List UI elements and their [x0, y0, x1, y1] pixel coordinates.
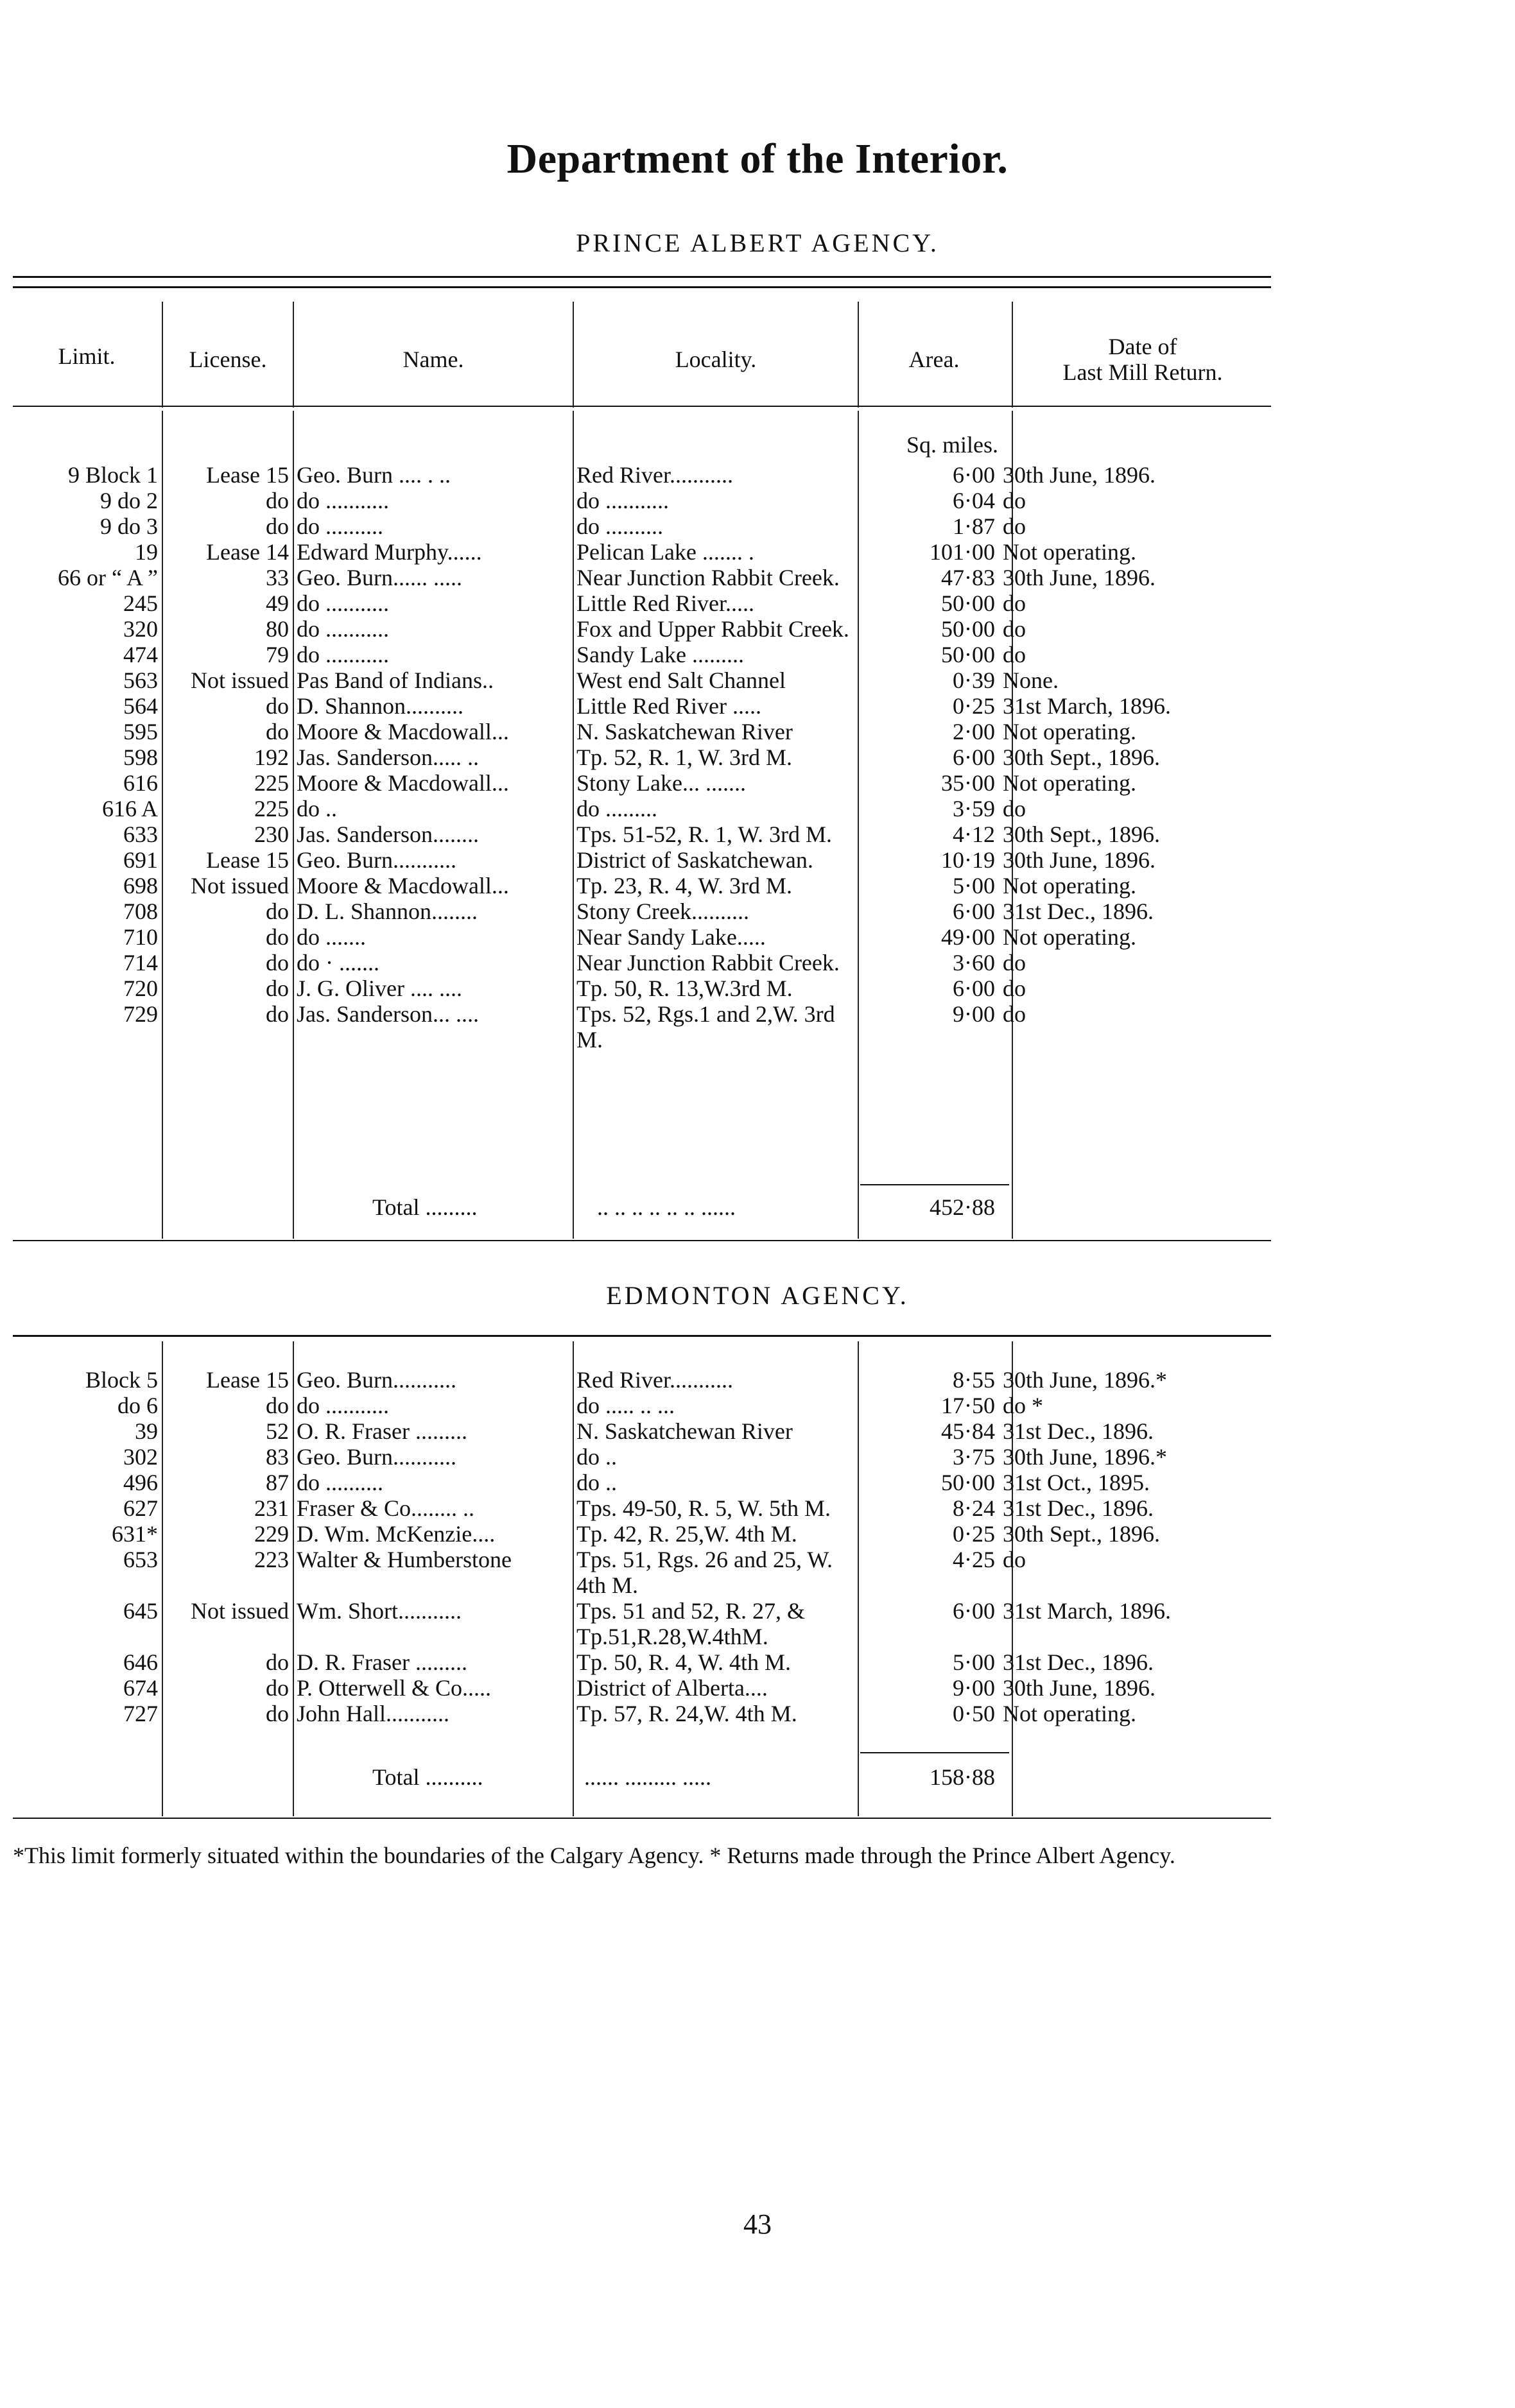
- cell-area: 6·00: [953, 462, 995, 488]
- column-header-locality: Locality.: [675, 347, 757, 372]
- cell-area: 10·19: [941, 847, 995, 873]
- cell-limit: 563: [123, 667, 158, 693]
- table-row: [13, 1418, 1271, 1444]
- cell-limit: 645: [123, 1598, 158, 1624]
- cell-license: do: [266, 693, 289, 719]
- cell-locality: Tp. 57, R. 24,W. 4th M.: [576, 1701, 797, 1726]
- cell-limit: 616: [123, 770, 158, 796]
- section-end-rule-prince-albert: [13, 1240, 1271, 1241]
- cell-name: Jas. Sanderson..... ..: [297, 744, 479, 770]
- cell-locality: District of Saskatchewan.: [576, 847, 813, 873]
- section-end-rule-edmonton: [13, 1818, 1271, 1819]
- cell-area: 3·60: [953, 950, 995, 976]
- cell-limit: 302: [123, 1444, 158, 1470]
- cell-name: Geo. Burn...........: [297, 847, 456, 873]
- table-row: [13, 1393, 1271, 1418]
- cell-locality: do ...........: [576, 488, 669, 513]
- cell-locality: Stony Lake... .......: [576, 770, 746, 796]
- cell-license: 79: [266, 642, 289, 667]
- cell-license: 52: [266, 1418, 289, 1444]
- cell-name: Geo. Burn...........: [297, 1367, 456, 1393]
- prince-albert-table-body: [13, 462, 1271, 1053]
- cell-locality: Tp. 50, R. 4, W. 4th M.: [576, 1649, 792, 1675]
- table-row: [13, 693, 1271, 719]
- cell-locality: Little Red River.....: [576, 590, 754, 616]
- column-header-date: [1014, 334, 1271, 385]
- cell-license: do: [266, 513, 289, 539]
- cell-locality: Fox and Upper Rabbit Creek.: [576, 616, 849, 642]
- edmonton-table-body: [13, 1367, 1271, 1726]
- cell-locality: Stony Creek..........: [576, 899, 749, 924]
- cell-locality: Near Sandy Lake.....: [576, 924, 766, 950]
- cell-limit: 646: [123, 1649, 158, 1675]
- total-dots-edmonton: ...... ......... .....: [584, 1764, 711, 1790]
- cell-license: do: [266, 976, 289, 1001]
- cell-name: Moore & Macdowall...: [297, 770, 509, 796]
- cell-limit: 39: [135, 1418, 158, 1444]
- table-row: [13, 539, 1271, 565]
- cell-date: None.: [1003, 667, 1059, 693]
- cell-area: 0·50: [953, 1701, 995, 1726]
- cell-license: 229: [254, 1521, 289, 1547]
- table-row: [13, 1701, 1271, 1726]
- cell-date: do *: [1003, 1393, 1043, 1418]
- cell-date: 30th June, 1896.: [1003, 847, 1156, 873]
- table-row: [13, 1521, 1271, 1547]
- cell-name: do ...........: [297, 642, 389, 667]
- cell-name: D. Wm. McKenzie....: [297, 1521, 496, 1547]
- cell-locality: Little Red River .....: [576, 693, 761, 719]
- cell-name: Geo. Burn...........: [297, 1444, 456, 1470]
- cell-name: Jas. Sanderson... ....: [297, 1001, 479, 1027]
- cell-locality: District of Alberta....: [576, 1675, 768, 1701]
- cell-area: 5·00: [953, 873, 995, 899]
- cell-license: do: [266, 1649, 289, 1675]
- cell-name: do ..: [297, 796, 337, 821]
- cell-date: do: [1003, 976, 1026, 1001]
- cell-area: 9·00: [953, 1675, 995, 1701]
- cell-area: 8·24: [953, 1495, 995, 1521]
- cell-date: 30th June, 1896.: [1003, 565, 1156, 590]
- cell-license: do: [266, 924, 289, 950]
- cell-license: 83: [266, 1444, 289, 1470]
- cell-license: 231: [254, 1495, 289, 1521]
- cell-area: 1·87: [953, 513, 995, 539]
- cell-area: 0·25: [953, 1521, 995, 1547]
- cell-name: John Hall...........: [297, 1701, 449, 1726]
- cell-name: J. G. Oliver .... ....: [297, 976, 462, 1001]
- cell-name: D. L. Shannon........: [297, 899, 478, 924]
- cell-date: 31st March, 1896.: [1003, 693, 1171, 719]
- page-number: 43: [743, 2208, 772, 2240]
- cell-locality: Tp. 52, R. 1, W. 3rd M.: [576, 744, 793, 770]
- table-row: [13, 1547, 1271, 1598]
- cell-limit: 631*: [112, 1521, 158, 1547]
- cell-license: 80: [266, 616, 289, 642]
- cell-name: D. R. Fraser .........: [297, 1649, 467, 1675]
- cell-area: 0·25: [953, 693, 995, 719]
- cell-locality: Near Junction Rabbit Creek.: [576, 950, 840, 976]
- cell-license: do: [266, 950, 289, 976]
- table-row: [13, 642, 1271, 667]
- header-rule-top: [13, 276, 1271, 278]
- cell-name: Geo. Burn .... . ..: [297, 462, 451, 488]
- cell-limit: 9 Block 1: [68, 462, 158, 488]
- cell-date: 30th June, 1896.: [1003, 462, 1156, 488]
- cell-area: 50·00: [941, 616, 995, 642]
- cell-date: 30th June, 1896.*: [1003, 1444, 1167, 1470]
- agency-heading-edmonton: EDMONTON AGENCY.: [606, 1281, 909, 1310]
- cell-locality: N. Saskatchewan River: [576, 1418, 793, 1444]
- cell-limit: 320: [123, 616, 158, 642]
- cell-license: do: [266, 488, 289, 513]
- cell-locality: Tps. 51 and 52, R. 27, & Tp.51,R.28,W.4thM.: [576, 1598, 805, 1649]
- table-row: [13, 1495, 1271, 1521]
- cell-locality: Tps. 52, Rgs.1 and 2,W. 3rd M.: [576, 1001, 835, 1053]
- cell-name: Walter & Humberstone: [297, 1547, 512, 1572]
- cell-date: 30th Sept., 1896.: [1003, 821, 1161, 847]
- cell-locality: Red River...........: [576, 462, 733, 488]
- table-row: [13, 565, 1271, 590]
- header-separator: [858, 302, 859, 408]
- column-header-license: License.: [189, 347, 267, 372]
- cell-locality: Red River...........: [576, 1367, 733, 1393]
- table-row: [13, 1367, 1271, 1393]
- cell-limit: 633: [123, 821, 158, 847]
- cell-date: do: [1003, 590, 1026, 616]
- table-row: [13, 667, 1271, 693]
- cell-limit: 9 do 2: [100, 488, 158, 513]
- cell-name: do · .......: [297, 950, 379, 976]
- edmonton-rule-top: [13, 1335, 1271, 1337]
- cell-name: Pas Band of Indians..: [297, 667, 494, 693]
- cell-area: 35·00: [941, 770, 995, 796]
- header-separator: [293, 302, 294, 408]
- cell-date: Not operating.: [1003, 873, 1136, 899]
- cell-license: do: [266, 1701, 289, 1726]
- table-row: [13, 1444, 1271, 1470]
- total-dots-prince-albert: .. .. .. .. .. .. ......: [597, 1194, 736, 1220]
- table-row: [13, 1598, 1271, 1649]
- cell-license: do: [266, 899, 289, 924]
- cell-license: Not issued: [191, 873, 289, 899]
- cell-area: 50·00: [941, 1470, 995, 1495]
- header-separator: [1012, 302, 1013, 408]
- total-rule-prince-albert: [860, 1184, 1009, 1185]
- cell-area: 4·12: [953, 821, 995, 847]
- cell-name: do ...........: [297, 616, 389, 642]
- cell-locality: do ..... .. ...: [576, 1393, 675, 1418]
- column-header-name: Name.: [403, 347, 464, 372]
- cell-license: 225: [254, 770, 289, 796]
- cell-license: 33: [266, 565, 289, 590]
- cell-limit: 691: [123, 847, 158, 873]
- cell-date: 31st Dec., 1896.: [1003, 899, 1154, 924]
- table-row: [13, 873, 1271, 899]
- column-header-area: Area.: [908, 347, 960, 372]
- cell-license: Not issued: [191, 1598, 289, 1624]
- area-unit-label: Sq. miles.: [906, 432, 998, 458]
- cell-date: Not operating.: [1003, 539, 1136, 565]
- cell-limit: 674: [123, 1675, 158, 1701]
- table-row: [13, 462, 1271, 488]
- cell-locality: Tps. 49-50, R. 5, W. 5th M.: [576, 1495, 831, 1521]
- cell-date: do: [1003, 1001, 1026, 1027]
- cell-license: 192: [254, 744, 289, 770]
- cell-limit: 496: [123, 1470, 158, 1495]
- cell-area: 3·75: [953, 1444, 995, 1470]
- cell-area: 5·00: [953, 1649, 995, 1675]
- cell-limit: 595: [123, 719, 158, 744]
- table-row: [13, 744, 1271, 770]
- cell-date: 31st Dec., 1896.: [1003, 1495, 1154, 1521]
- cell-limit: 66 or “ A ”: [58, 565, 158, 590]
- cell-name: Moore & Macdowall...: [297, 873, 509, 899]
- cell-date: Not operating.: [1003, 924, 1136, 950]
- cell-area: 101·00: [930, 539, 995, 565]
- cell-locality: Tps. 51, Rgs. 26 and 25, W. 4th M.: [576, 1547, 833, 1598]
- column-header-date-line2: Last Mill Return.: [1062, 359, 1223, 385]
- total-area-edmonton: 158·88: [930, 1764, 995, 1790]
- cell-limit: 710: [123, 924, 158, 950]
- cell-area: 50·00: [941, 642, 995, 667]
- cell-date: Not operating.: [1003, 719, 1136, 744]
- table-row: [13, 1649, 1271, 1675]
- cell-date: do: [1003, 488, 1026, 513]
- cell-license: do: [266, 1675, 289, 1701]
- cell-locality: Sandy Lake .........: [576, 642, 744, 667]
- table-row: [13, 1001, 1271, 1053]
- cell-limit: 727: [123, 1701, 158, 1726]
- total-label-prince-albert: Total .........: [372, 1194, 478, 1220]
- column-header-date-line1: Date of: [1108, 334, 1177, 359]
- table-row: [13, 590, 1271, 616]
- header-separator: [573, 302, 574, 408]
- cell-date: do: [1003, 1547, 1026, 1572]
- cell-license: Lease 15: [206, 847, 289, 873]
- cell-locality: do ..: [576, 1470, 617, 1495]
- cell-limit: do 6: [117, 1393, 158, 1418]
- cell-limit: 698: [123, 873, 158, 899]
- cell-date: do: [1003, 642, 1026, 667]
- cell-limit: 598: [123, 744, 158, 770]
- edmonton-table: [13, 1367, 1271, 1726]
- cell-limit: 720: [123, 976, 158, 1001]
- cell-limit: 9 do 3: [100, 513, 158, 539]
- footnote: *This limit formerly situated within the boundaries of the Calgary Agency. * Returns made through the Prince Albert Agency.: [13, 1843, 1175, 1868]
- cell-date: 30th Sept., 1896.: [1003, 1521, 1161, 1547]
- cell-area: 45·84: [941, 1418, 995, 1444]
- cell-locality: Near Junction Rabbit Creek.: [576, 565, 840, 590]
- cell-limit: 616 A: [101, 796, 158, 821]
- cell-area: 3·59: [953, 796, 995, 821]
- cell-license: 223: [254, 1547, 289, 1572]
- cell-limit: 564: [123, 693, 158, 719]
- table-row: [13, 924, 1271, 950]
- cell-license: 49: [266, 590, 289, 616]
- cell-date: do: [1003, 796, 1026, 821]
- cell-license: Lease 14: [206, 539, 289, 565]
- cell-limit: 19: [135, 539, 158, 565]
- cell-limit: 653: [123, 1547, 158, 1572]
- cell-license: Lease 15: [206, 462, 289, 488]
- cell-locality: do ..........: [576, 513, 663, 539]
- cell-locality: West end Salt Channel: [576, 667, 786, 693]
- table-row: [13, 770, 1271, 796]
- cell-date: 31st March, 1896.: [1003, 1598, 1171, 1624]
- cell-locality: N. Saskatchewan River: [576, 719, 793, 744]
- cell-locality: Tps. 51-52, R. 1, W. 3rd M.: [576, 821, 833, 847]
- cell-name: Edward Murphy......: [297, 539, 482, 565]
- cell-license: 225: [254, 796, 289, 821]
- cell-license: Lease 15: [206, 1367, 289, 1393]
- cell-area: 6·00: [953, 1598, 995, 1624]
- cell-license: 230: [254, 821, 289, 847]
- total-rule-edmonton: [860, 1752, 1009, 1753]
- cell-locality: do ..: [576, 1444, 617, 1470]
- cell-name: Fraser & Co........ ..: [297, 1495, 474, 1521]
- cell-area: 9·00: [953, 1001, 995, 1027]
- cell-license: do: [266, 1001, 289, 1027]
- cell-locality: Tp. 50, R. 13,W.3rd M.: [576, 976, 793, 1001]
- cell-date: do: [1003, 950, 1026, 976]
- prince-albert-table: [13, 462, 1271, 1053]
- table-row: [13, 1675, 1271, 1701]
- cell-name: do ..........: [297, 1470, 383, 1495]
- cell-locality: Pelican Lake ....... .: [576, 539, 754, 565]
- table-row: [13, 976, 1271, 1001]
- table-row: [13, 899, 1271, 924]
- cell-area: 4·25: [953, 1547, 995, 1572]
- cell-locality: Tp. 23, R. 4, W. 3rd M.: [576, 873, 793, 899]
- cell-license: do: [266, 1393, 289, 1418]
- cell-name: D. Shannon..........: [297, 693, 463, 719]
- cell-name: do ...........: [297, 1393, 389, 1418]
- cell-name: Wm. Short...........: [297, 1598, 462, 1624]
- cell-license: do: [266, 719, 289, 744]
- table-row: [13, 847, 1271, 873]
- cell-name: do ...........: [297, 590, 389, 616]
- total-label-edmonton: Total ..........: [372, 1764, 483, 1790]
- cell-license: Not issued: [191, 667, 289, 693]
- cell-date: do: [1003, 616, 1026, 642]
- cell-date: 31st Dec., 1896.: [1003, 1649, 1154, 1675]
- cell-area: 2·00: [953, 719, 995, 744]
- table-row: [13, 950, 1271, 976]
- cell-area: 8·55: [953, 1367, 995, 1393]
- table-row: [13, 1470, 1271, 1495]
- cell-limit: 474: [123, 642, 158, 667]
- cell-date: Not operating.: [1003, 770, 1136, 796]
- table-row: [13, 821, 1271, 847]
- cell-date: 30th June, 1896.: [1003, 1675, 1156, 1701]
- cell-name: do ..........: [297, 513, 383, 539]
- cell-limit: 627: [123, 1495, 158, 1521]
- cell-locality: do .........: [576, 796, 657, 821]
- table-row: [13, 616, 1271, 642]
- cell-limit: 729: [123, 1001, 158, 1027]
- cell-date: 30th Sept., 1896.: [1003, 744, 1161, 770]
- cell-area: 50·00: [941, 590, 995, 616]
- total-area-prince-albert: 452·88: [930, 1194, 995, 1220]
- cell-limit: Block 5: [85, 1367, 158, 1393]
- cell-date: 31st Oct., 1895.: [1003, 1470, 1150, 1495]
- cell-name: P. Otterwell & Co.....: [297, 1675, 491, 1701]
- header-separator: [162, 302, 163, 408]
- table-row: [13, 796, 1271, 821]
- column-header-limit: Limit.: [58, 343, 116, 369]
- cell-area: 6·00: [953, 976, 995, 1001]
- header-rule-bottom: [13, 406, 1271, 407]
- table-row: [13, 719, 1271, 744]
- cell-area: 49·00: [941, 924, 995, 950]
- cell-date: 30th June, 1896.*: [1003, 1367, 1167, 1393]
- cell-name: Jas. Sanderson........: [297, 821, 479, 847]
- cell-name: Geo. Burn...... .....: [297, 565, 462, 590]
- cell-date: 31st Dec., 1896.: [1003, 1418, 1154, 1444]
- cell-name: do .......: [297, 924, 366, 950]
- cell-name: Moore & Macdowall...: [297, 719, 509, 744]
- header-rule-top-2: [13, 286, 1271, 288]
- cell-date: Not operating.: [1003, 1701, 1136, 1726]
- cell-area: 0·39: [953, 667, 995, 693]
- cell-date: do: [1003, 513, 1026, 539]
- cell-limit: 714: [123, 950, 158, 976]
- cell-name: do ...........: [297, 488, 389, 513]
- table-row: [13, 513, 1271, 539]
- cell-area: 6·00: [953, 899, 995, 924]
- cell-license: 87: [266, 1470, 289, 1495]
- table-row: [13, 488, 1271, 513]
- cell-limit: 245: [123, 590, 158, 616]
- cell-locality: Tp. 42, R. 25,W. 4th M.: [576, 1521, 797, 1547]
- cell-area: 6·04: [953, 488, 995, 513]
- agency-heading-prince-albert: PRINCE ALBERT AGENCY.: [576, 228, 939, 257]
- cell-name: O. R. Fraser .........: [297, 1418, 467, 1444]
- cell-area: 47·83: [941, 565, 995, 590]
- cell-area: 6·00: [953, 744, 995, 770]
- cell-area: 17·50: [941, 1393, 995, 1418]
- cell-limit: 708: [123, 899, 158, 924]
- page-title: Department of the Interior.: [506, 135, 1009, 182]
